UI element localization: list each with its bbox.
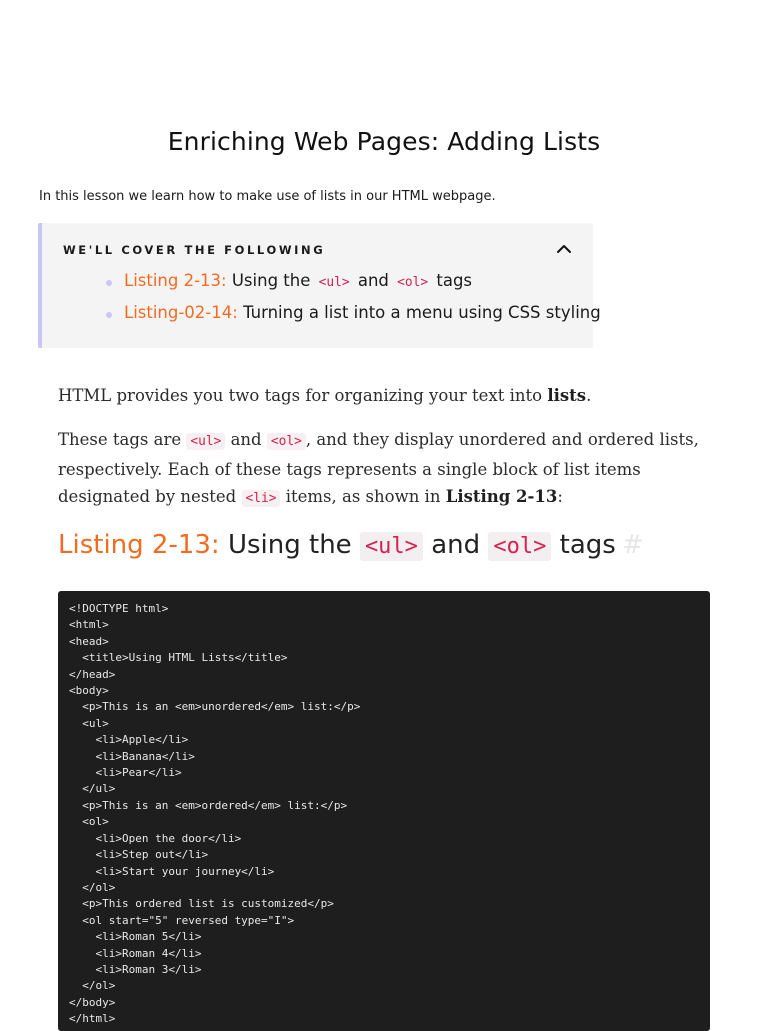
listing-heading: Listing 2-13: Using the <ul> and <ol> tags #: [58, 530, 644, 560]
inline-code: <ul>: [186, 433, 225, 450]
coverage-link[interactable]: Listing 2-13:: [124, 271, 227, 290]
inline-code: <ul>: [360, 532, 423, 561]
coverage-box: WE'LL COVER THE FOLLOWING Listing 2-13: Using the <ul> and <ol> tags Listing-02-14: Turning a list into a menu using CSS styling: [38, 223, 593, 348]
body-paragraph: These tags are <ul> and <ol> , and they display unordered and ordered lists, respectively. Each of these tags represents a single block of list items designated by nested <li> items, as shown in Listing 2-13:: [58, 430, 699, 506]
bullet-dot-icon: [106, 312, 112, 318]
lesson-intro: In this lesson we learn how to make use of lists in our HTML webpage.: [39, 189, 496, 204]
chevron-up-icon[interactable]: [555, 240, 573, 258]
body-paragraph: HTML provides you two tags for organizing your text into lists.: [58, 386, 592, 405]
inline-code: <ol>: [397, 275, 429, 290]
inline-code: <li>: [242, 490, 281, 507]
bullet-dot-icon: [106, 280, 112, 286]
code-text[interactable]: <!DOCTYPE html> <html> <head> <title>Using HTML Lists</title> </head> <body> <p>This is an <em>unordered</em> list:</p> <ul> <li>Apple</li> <li>Banana</li> <li>Pear</li> </ul> <p>This is an <em>ordered</em> list:</p> <ol> <li>Open the door</li> <li>Step out</li> <li>Start your journey</li> </ol> <p>This ordered list is customized</p> <ol start="5" reversed type="I"> <li>Roman 5</li> <li>Roman 4</li> <li>Roman 3</li> </ol> </body> </html>: [69, 602, 361, 1026]
coverage-heading: WE'LL COVER THE FOLLOWING: [63, 243, 326, 257]
code-block[interactable]: [58, 591, 710, 1031]
page-title: Enriching Web Pages: Adding Lists: [167, 126, 601, 156]
heading-anchor-link[interactable]: #: [621, 530, 644, 560]
coverage-link[interactable]: Listing-02-14:: [124, 303, 238, 322]
inline-code: <ol>: [488, 532, 551, 561]
inline-code: <ul>: [318, 275, 350, 290]
inline-code: <ol>: [267, 433, 306, 450]
